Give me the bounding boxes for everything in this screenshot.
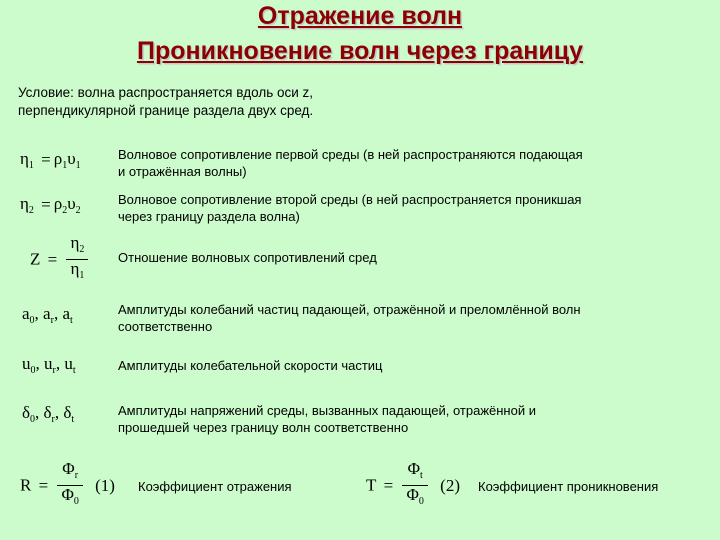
formula-impedance-1: $\eta_1 = \rho_1\upsilon_1$ [20,149,81,171]
formula-amplitudes: $a_0$, $a_r$, $a_t$ [22,304,73,326]
desc-amplitudes: Амплитуды колебаний частиц падающей, отражённой и преломлённой волн соответственно [118,302,581,334]
formula-velocity: $u_0$, $u_r$, $u_t$ [22,354,76,376]
condition-line-2: перпендикулярной границе раздела двух сред. [18,103,314,118]
condition-line-1: Условие: волна распространяется вдоль оси z, [18,85,314,100]
formula-transmission: T = $\frac{\Phi_t}{\Phi_0}$ (2) [366,460,460,511]
slide-subtitle: Проникновение волн через границу [136,37,584,65]
formula-impedance-ratio: Z = $\frac{\eta_2}{\eta_1}$ [30,234,90,285]
formula-stress: $\delta_0$, $\delta_r$, $\delta_t$ [22,403,75,425]
desc-impedance-2: Волновое сопротивление второй среды (в ней распространяется проникшая через границу раздела волна) [118,192,582,224]
desc-impedance-ratio: Отношение волновых сопротивлений сред [118,250,377,265]
desc-impedance-1: Волновое сопротивление первой среды (в ней распространяются подающая и отражённая волны) [118,147,583,179]
label-transmission: Коэффициент проникновения [478,479,659,494]
condition-text [18,84,678,120]
label-reflection: Коэффициент отражения [138,479,292,494]
formula-reflection: R = $\frac{\Phi_r}{\Phi_0}$ (1) [20,460,115,511]
desc-stress: Амплитуды напряжений среды, вызванных падающей, отражённой и прошедшей через границу волн соответственно [118,403,536,435]
desc-velocity: Амплитуды колебательной скорости частиц [118,358,383,373]
formula-impedance-2: $\eta_2 = \rho_2\upsilon_2$ [20,194,81,216]
slide-title: Отражение волн [257,2,463,30]
